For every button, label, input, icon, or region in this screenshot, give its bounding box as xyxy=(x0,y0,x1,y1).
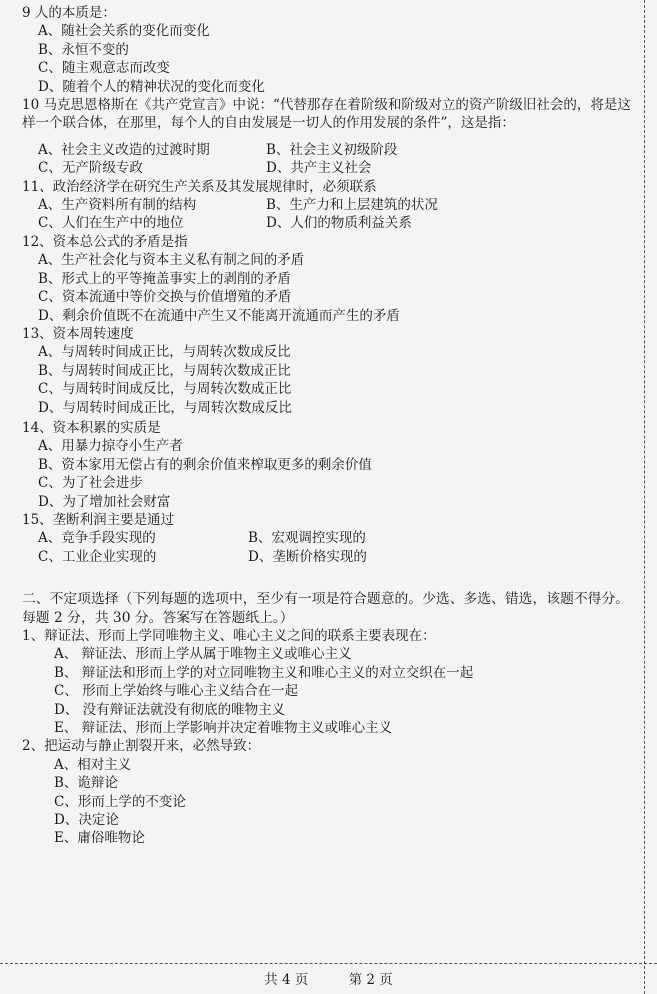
question-title: 12、资本总公式的矛盾是指 xyxy=(22,233,188,250)
option-b: B、宏观调控实现的 xyxy=(248,530,366,547)
option-d: D、随着个人的精神状况的变化而变化 xyxy=(38,78,265,95)
option-e: E、庸俗唯物论 xyxy=(54,830,145,847)
option-c: C、 形而上学始终与唯心主义结合在一起 xyxy=(54,683,299,700)
section2-question-1 xyxy=(22,627,632,737)
question-10 xyxy=(22,96,632,178)
option-c: C、资本流通中等价交换与价值增殖的矛盾 xyxy=(38,289,292,306)
question-title: 1、辩证法、形而上学同唯物主义、唯心主义之间的联系主要表现在： xyxy=(22,628,436,644)
current-page: 第 2 页 xyxy=(348,972,393,988)
page-border-bottom xyxy=(0,963,657,964)
option-b: B、形式上的平等掩盖事实上的剥削的矛盾 xyxy=(38,270,291,287)
total-pages: 共 4 页 xyxy=(264,972,309,988)
option-c: C、人们在生产中的地位 xyxy=(38,215,184,232)
option-b: B、生产力和上层建筑的状况 xyxy=(266,197,438,214)
option-a: A、 辩证法、形而上学从属于唯物主义或唯心主义 xyxy=(54,646,352,663)
question-title: 10 马克思恩格斯在《共产党宣言》中说：“代替那存在着阶级和阶级对立的资产阶级旧社会的，将是这样一个联合体，在那里，每个人的自由发展是一切人的作用发展的条件”，这是指： xyxy=(22,97,631,132)
option-row xyxy=(22,548,632,566)
option-row xyxy=(22,159,632,177)
option-c: C、无产阶级专政 xyxy=(38,160,143,177)
option-b: B、诡辩论 xyxy=(54,775,118,792)
option-e: E、 辩证法、形而上学影响并决定着唯物主义或唯心主义 xyxy=(54,720,393,737)
option-a: A、与周转时间成正比，与周转次数成反比 xyxy=(38,344,291,361)
question-13 xyxy=(22,325,632,417)
option-a: A、随社会关系的变化而变化 xyxy=(38,23,210,40)
option-d: D、人们的物质利益关系 xyxy=(266,215,412,232)
option-d: D、剩余价值既不在流通中产生又不能离开流通而产生的矛盾 xyxy=(38,307,400,324)
question-15 xyxy=(22,511,632,566)
question-title: 13、资本周转速度 xyxy=(22,325,134,342)
option-d: D、为了增加社会财富 xyxy=(38,493,171,510)
option-row xyxy=(22,141,632,159)
option-c: C、工业企业实现的 xyxy=(38,548,157,565)
question-9 xyxy=(22,4,632,96)
option-d: D、共产主义社会 xyxy=(266,160,372,177)
option-b: B、 辩证法和形而上学的对立同唯物主义和唯心主义的对立交织在一起 xyxy=(54,664,474,681)
option-c: C、形而上学的不变论 xyxy=(54,793,186,810)
option-a: A、生产社会化与资本主义私有制之间的矛盾 xyxy=(38,252,305,269)
question-11 xyxy=(22,178,632,233)
option-b: B、与周转时间成正比，与周转次数成正比 xyxy=(38,362,291,379)
section-2-heading: 二、不定项选择（下列每题的选项中，至少有一项是符合题意的。少选、多选、错选，该题不得分。每题 2 分，共 30 分。答案写在答题纸上。） xyxy=(22,591,630,626)
option-b: B、永恒不变的 xyxy=(38,41,129,58)
question-title: 2、把运动与静止割裂开来，必然导致： xyxy=(22,738,261,755)
option-a: A、竞争手段实现的 xyxy=(38,530,156,547)
option-row xyxy=(22,214,632,232)
question-14 xyxy=(22,419,632,511)
question-title: 15、垄断利润主要是通过 xyxy=(22,511,175,528)
option-a: A、相对主义 xyxy=(54,756,132,773)
option-c: C、随主观意志而改变 xyxy=(38,60,170,77)
exam-content xyxy=(22,4,632,848)
question-title: 14、资本积累的实质是 xyxy=(22,419,161,436)
option-d: D、与周转时间成正比，与周转次数成反比 xyxy=(38,399,292,416)
option-c: C、与周转时间成反比，与周转次数成正比 xyxy=(38,381,292,398)
option-a: A、用暴力掠夺小生产者 xyxy=(38,438,183,455)
question-title: 11、政治经济学在研究生产关系及其发展规律时，必须联系 xyxy=(22,178,377,195)
question-title: 9 人的本质是： xyxy=(22,5,116,21)
option-b: B、资本家用无偿占有的剩余价值来榨取更多的剩余价值 xyxy=(38,456,372,473)
section2-question-2 xyxy=(22,737,632,847)
option-b: B、社会主义初级阶段 xyxy=(266,141,398,158)
option-d: D、决定论 xyxy=(54,812,119,829)
option-d: D、 没有辩证法就没有彻底的唯物主义 xyxy=(54,701,286,718)
option-c: C、为了社会进步 xyxy=(38,475,143,492)
option-row xyxy=(22,529,632,547)
option-row xyxy=(22,196,632,214)
option-d: D、垄断价格实现的 xyxy=(248,548,367,565)
question-12 xyxy=(22,233,632,325)
page-border-right xyxy=(644,0,645,994)
option-a: A、生产资料所有制的结构 xyxy=(38,197,197,214)
option-a: A、社会主义改造的过渡时期 xyxy=(38,141,210,158)
page-footer xyxy=(0,968,657,988)
